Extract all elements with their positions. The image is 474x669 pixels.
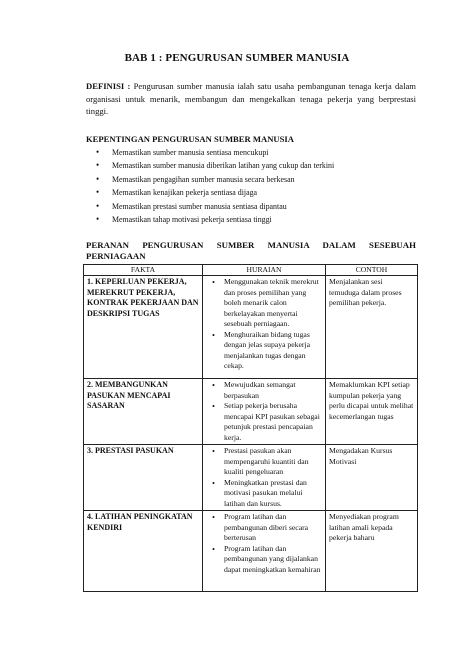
fakta-cell: 2. MEMBANGUNKAN PASUKAN MENCAPAI SASARAN — [84, 379, 203, 445]
page-title: BAB 1 : PENGURUSAN SUMBER MANUSIA — [124, 52, 350, 64]
huraian-point: • Meningkatkan prestasi dan motivasi pasukan melalui latihan dan kursus. — [224, 478, 322, 510]
huraian-point: • Program latihan dan pembangunan diberi secara berterusan — [224, 512, 322, 544]
definition-label: DEFINISI : — [86, 81, 131, 91]
list-item: • Memastikan prestasi sumber manusia sentiasa dipantau — [112, 200, 442, 213]
peranan-heading-cont: PERNIAGAAN — [86, 251, 146, 261]
table-row — [84, 379, 418, 445]
table-row — [84, 511, 418, 592]
column-header-huraian: HURAIAN — [203, 265, 326, 276]
kepentingan-list — [86, 146, 442, 226]
fakta-cell: 4. LATIHAN PENINGKATAN KENDIRI — [84, 511, 203, 592]
column-header-contoh: CONTOH — [326, 265, 418, 276]
contoh-cell: Mengadakan Kursus Motivasi — [326, 445, 418, 511]
kepentingan-heading: KEPENTINGAN PENGURUSAN SUMBER MANUSIA — [86, 134, 294, 144]
definition-paragraph — [86, 80, 416, 118]
list-item: • Memastikan kenajikan pekerja sentiasa dijaga — [112, 186, 442, 199]
huraian-cell — [203, 445, 326, 511]
table-header-row — [84, 265, 418, 276]
huraian-point: • Program latihan dan pembangunan yang dijalankan dapat meningkatkan kemahiran — [224, 544, 322, 576]
huraian-point: • Setiap pekerja berusaha mencapai KPI pasukan sebagai petunjuk prestasi pencapaian kerja. — [224, 401, 322, 443]
fakta-cell: 1. KEPERLUAN PEKERJA, MEREKRUT PEKERJA, KONTRAK PEKERJAAN DAN DESKRIPSI TUGAS — [84, 276, 203, 379]
huraian-point: • Menggunakan teknik merekrut dan proses pemilihan yang boleh menarik calon berkelayakan menyertai sesebuah perniagaan. — [224, 277, 322, 330]
fakta-cell: 3. PRESTASI PASUKAN — [84, 445, 203, 511]
list-item: • Memastikan tahap motivasi pekerja sentiasa tinggi — [112, 213, 442, 226]
list-item: • Memastikan sumber manusia diberikan latihan yang cukup dan terkini — [112, 159, 442, 172]
list-item: • Memastikan pengagihan sumber manusia secara berkesan — [112, 173, 442, 186]
contoh-cell: Menjalankan sesi temuduga dalam proses pemilihan pekerja. — [326, 276, 418, 379]
table-row — [84, 445, 418, 511]
huraian-point: • Prestasi pasukan akan mempengaruhi kuantiti dan kualiti pengeluaran — [224, 446, 322, 478]
huraian-point: • Menghuraikan bidang tugas dengan jelas supaya pekerja menjalankan tugas dengan cekap. — [224, 330, 322, 372]
list-item: • Memastikan sumber manusia sentiasa mencukupi — [112, 146, 442, 159]
peranan-heading: PERANAN PENGURUSAN SUMBER MANUSIA DALAM SESEBUAH — [86, 240, 416, 250]
peranan-table — [83, 264, 418, 592]
contoh-cell: Memaklumkan KPI setiap kumpulan pekerja yang perlu dicapai untuk melihat kecemerlangan tugas — [326, 379, 418, 445]
huraian-cell — [203, 276, 326, 379]
definition-text: Pengurusan sumber manusia ialah satu usaha pembangunan tenaga kerja dalam organisasi untuk menarik, membangun dan mengekalkan tenaga pekerja yang berprestasi tinggi. — [86, 81, 416, 116]
contoh-cell: Menyediakan program latihan amali kepada pekerja baharu — [326, 511, 418, 592]
column-header-fakta: FAKTA — [84, 265, 203, 276]
huraian-point: • Mewujudkan semangat berpasukan — [224, 380, 322, 401]
table-row — [84, 276, 418, 379]
huraian-cell — [203, 379, 326, 445]
huraian-cell — [203, 511, 326, 592]
